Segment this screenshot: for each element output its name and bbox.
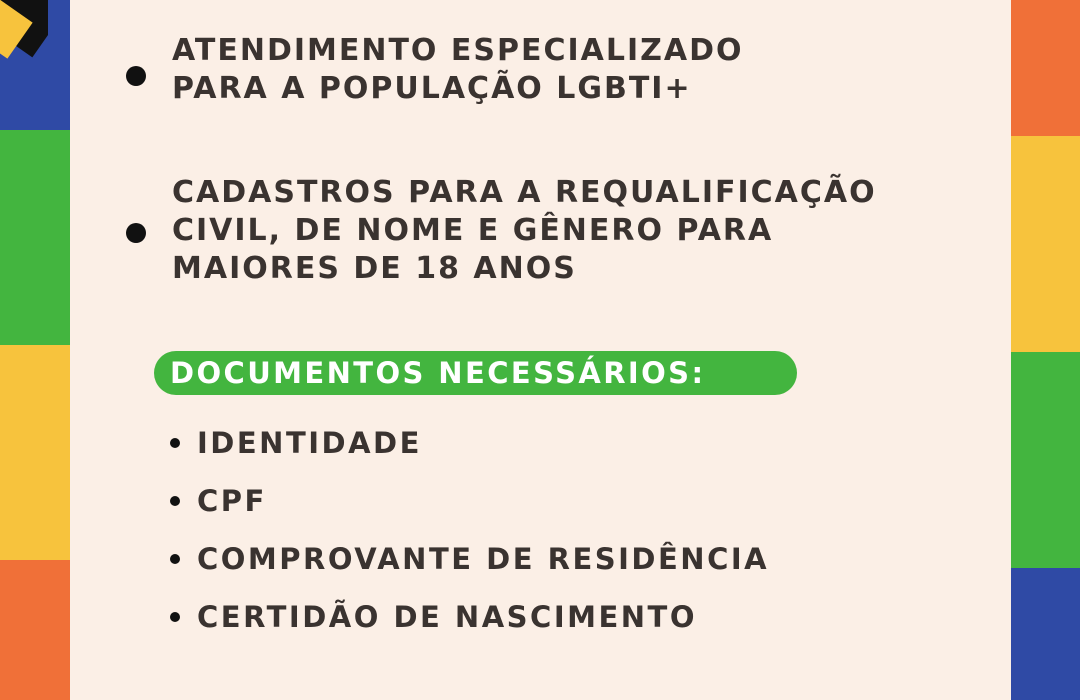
right-blue-stripe bbox=[1011, 568, 1080, 700]
feature-text: ATENDIMENTO ESPECIALIZADO PARA A POPULAÇÃO LGBTI+ bbox=[172, 33, 744, 106]
right-orange-stripe bbox=[1011, 0, 1080, 136]
document-item bbox=[170, 588, 769, 646]
documents-list bbox=[170, 414, 769, 646]
document-item bbox=[170, 414, 769, 472]
right-green-stripe bbox=[1011, 352, 1080, 568]
right-yellow-stripe bbox=[1011, 136, 1080, 352]
left-green-stripe bbox=[0, 130, 70, 345]
document-label: CPF bbox=[197, 484, 267, 518]
feature-item bbox=[120, 32, 900, 118]
left-rainbow-stripes bbox=[0, 0, 70, 700]
bullet-icon bbox=[170, 554, 180, 564]
bullet-icon bbox=[126, 66, 146, 86]
bullet-icon bbox=[126, 223, 146, 243]
bullet-icon bbox=[170, 612, 180, 622]
documents-heading: DOCUMENTOS NECESSÁRIOS: bbox=[154, 351, 797, 395]
left-orange-stripe bbox=[0, 560, 70, 700]
corner-flag-accent bbox=[0, 0, 48, 86]
right-rainbow-stripes bbox=[1011, 0, 1080, 700]
document-item bbox=[170, 472, 769, 530]
document-label: COMPROVANTE DE RESIDÊNCIA bbox=[197, 542, 770, 576]
document-label: CERTIDÃO DE NASCIMENTO bbox=[197, 600, 697, 634]
document-label: IDENTIDADE bbox=[197, 426, 422, 460]
bullet-icon bbox=[170, 438, 180, 448]
left-yellow-stripe bbox=[0, 345, 70, 560]
document-item bbox=[170, 530, 769, 588]
bullet-icon bbox=[170, 496, 180, 506]
feature-text: CADASTROS PARA A REQUALIFICAÇÃO CIVIL, DE NOME E GÊNERO PARA MAIORES DE 18 ANOS bbox=[172, 175, 877, 286]
feature-item bbox=[120, 174, 940, 300]
